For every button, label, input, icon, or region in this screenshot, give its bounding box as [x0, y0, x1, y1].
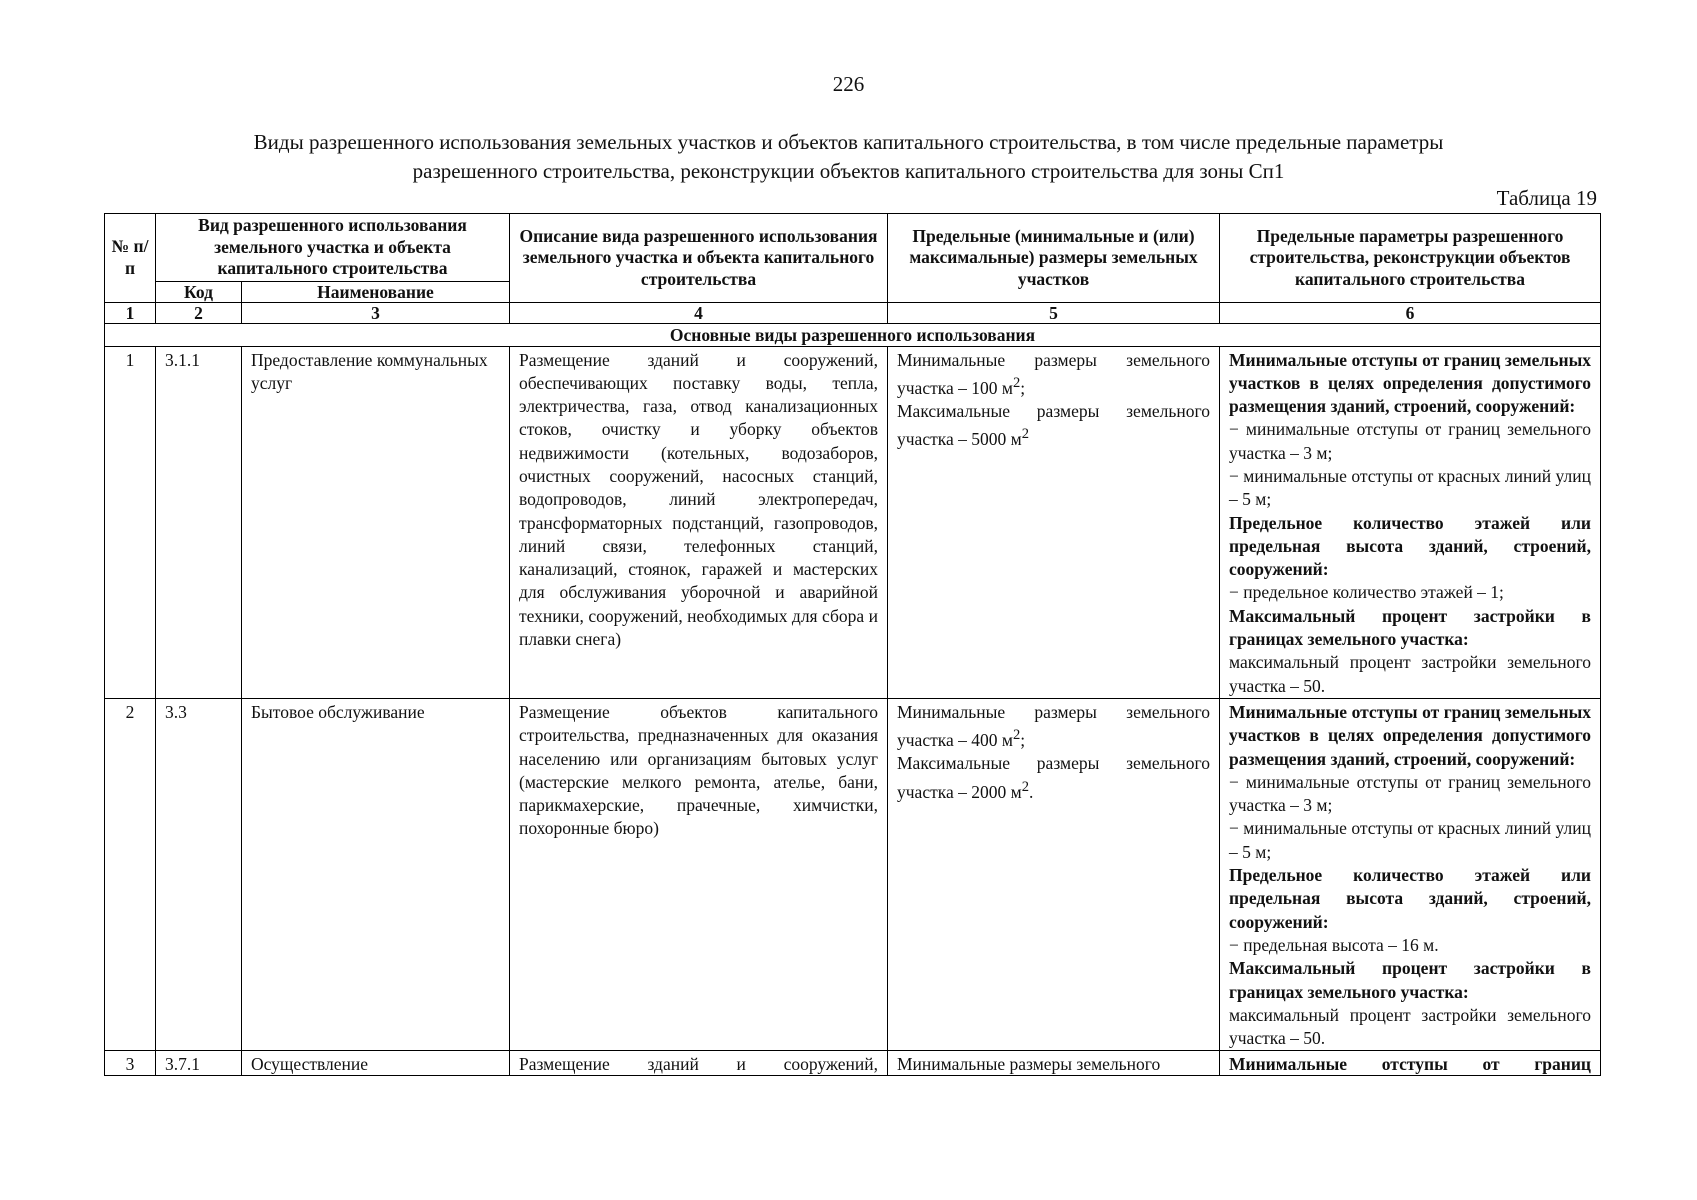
- param-indent-red-lines: − минимальные отступы от красных линий улиц – 5 м;: [1229, 465, 1591, 510]
- param-floors-heading: Предельное количество этажей или предельная высота зданий, строений, сооружений:: [1229, 512, 1591, 580]
- row-params: [1220, 346, 1601, 698]
- table-row: [105, 698, 1601, 1050]
- param-indent-heading: Минимальные отступы от границ земельных участков в целях определения допустимого размещения зданий, строений, сооружений:: [1229, 701, 1591, 769]
- param-indent-border: − минимальные отступы от границ земельного участка – 3 м;: [1229, 419, 1591, 463]
- column-number: 5: [888, 302, 1220, 323]
- param-percent-value: максимальный процент застройки земельного участка – 50.: [1229, 652, 1591, 696]
- size-min-end: ;: [1020, 730, 1026, 751]
- row-name: Предоставление коммунальных услуг: [242, 346, 510, 698]
- row-description: Размещение зданий и сооружений,: [510, 1051, 888, 1076]
- size-min-sup: 2: [1012, 374, 1021, 391]
- param-floors-value: − предельное количество этажей – 1;: [1229, 582, 1504, 603]
- param-indent-red-lines: − минимальные отступы от красных линий улиц – 5 м;: [1229, 818, 1591, 862]
- table-row: [105, 346, 1601, 698]
- row-code: 3.3: [156, 698, 242, 1050]
- size-max: Максимальные размеры земельного участка – 2000 м: [897, 753, 1210, 802]
- row-description: Размещение объектов капитального строительства, предназначенных для оказания населению или организациям бытовых услуг (мастерские мелкого ремонта, ателье, бани, парикмахерские, прачечные, химчистки, похоронные бюро): [510, 698, 888, 1050]
- header-code: Код: [156, 281, 242, 302]
- header-name: Наименование: [242, 281, 510, 302]
- param-floors-value: − предельная высота – 16 м.: [1229, 934, 1439, 955]
- size-min-sup: 2: [1012, 727, 1021, 744]
- row-name: Бытовое обслуживание: [242, 698, 510, 1050]
- param-indent-heading: Минимальные отступы от границ: [1220, 1051, 1601, 1076]
- header-params: Предельные параметры разрешенного строительства, реконструкции объектов капитального строительства: [1220, 214, 1601, 303]
- row-number: 2: [105, 698, 156, 1050]
- column-number: 4: [510, 302, 888, 323]
- document-title: [100, 128, 1597, 186]
- header-sizes: Предельные (минимальные и (или) максимальные) размеры земельных участков: [888, 214, 1220, 303]
- param-indent-border: − минимальные отступы от границ земельного участка – 3 м;: [1229, 771, 1591, 816]
- param-percent-value: максимальный процент застройки земельного участка – 50.: [1229, 1004, 1591, 1049]
- size-max: Максимальные размеры земельного участка – 5000 м: [897, 400, 1210, 450]
- header-kind: Вид разрешенного использования земельного участка и объекта капитального строительства: [156, 214, 510, 282]
- row-description: Размещение зданий и сооружений, обеспечивающих поставку воды, тепла, электричества, газа, отвод канализационных стоков, очистку и уборку объектов недвижимости (котельных, водозаборов, очистных сооружений, насосных станций, водопроводов, линий электропередач, трансформаторных подстанций, газопроводов, линий связи, телефонных станций, канализаций, стоянок, гаражей и мастерских для обслуживания уборочной и аварийной техники, сооружений, необходимых для сбора и плавки снега): [510, 346, 888, 698]
- param-percent-heading: Максимальный процент застройки в границах земельного участка:: [1229, 958, 1591, 1002]
- param-percent-heading: Максимальный процент застройки в границах земельного участка:: [1229, 605, 1591, 650]
- column-number: 6: [1220, 302, 1601, 323]
- column-number: 3: [242, 302, 510, 323]
- row-sizes: Минимальные размеры земельного: [888, 1051, 1220, 1076]
- page-number: 226: [832, 72, 865, 96]
- column-number-row: [105, 302, 1601, 323]
- size-max-sup: 2: [1021, 778, 1029, 795]
- row-code: 3.7.1: [156, 1051, 242, 1076]
- size-max-sup: 2: [1021, 426, 1029, 443]
- section-row: [105, 323, 1601, 346]
- size-max-end: .: [1028, 781, 1034, 802]
- row-number: 3: [105, 1051, 156, 1076]
- column-number: 1: [105, 302, 156, 323]
- row-sizes: [888, 346, 1220, 698]
- title-line-2: разрешенного строительства, реконструкции объектов капитального строительства для зоны Сп1: [412, 159, 1285, 183]
- row-name: Осуществление: [242, 1051, 510, 1076]
- table-label: Таблица 19: [1496, 186, 1597, 210]
- column-number: 2: [156, 302, 242, 323]
- row-number: 1: [105, 346, 156, 698]
- table-row: [105, 1051, 1601, 1076]
- param-indent-heading: Минимальные отступы от границ земельных участков в целях определения допустимого размещения зданий, строений, сооружений:: [1229, 349, 1591, 417]
- header-row: [105, 214, 1601, 282]
- header-num: № п/п: [105, 214, 156, 303]
- size-min-end: ;: [1020, 377, 1026, 398]
- land-use-table: [104, 213, 1601, 1076]
- section-title: Основные виды разрешенного использования: [105, 323, 1601, 346]
- header-description: Описание вида разрешенного использования земельного участка и объекта капитального строительства: [510, 214, 888, 303]
- row-params: [1220, 698, 1601, 1050]
- size-min: Минимальные размеры земельного участка – 400 м: [897, 701, 1210, 751]
- param-floors-heading: Предельное количество этажей или предельная высота зданий, строений, сооружений:: [1229, 865, 1591, 932]
- title-line-1: Виды разрешенного использования земельных участков и объектов капитального строительства, в том числе предельные параметры: [253, 130, 1444, 154]
- row-code: 3.1.1: [156, 346, 242, 698]
- row-sizes: [888, 698, 1220, 1050]
- size-min: Минимальные размеры земельного участка – 100 м: [897, 349, 1210, 398]
